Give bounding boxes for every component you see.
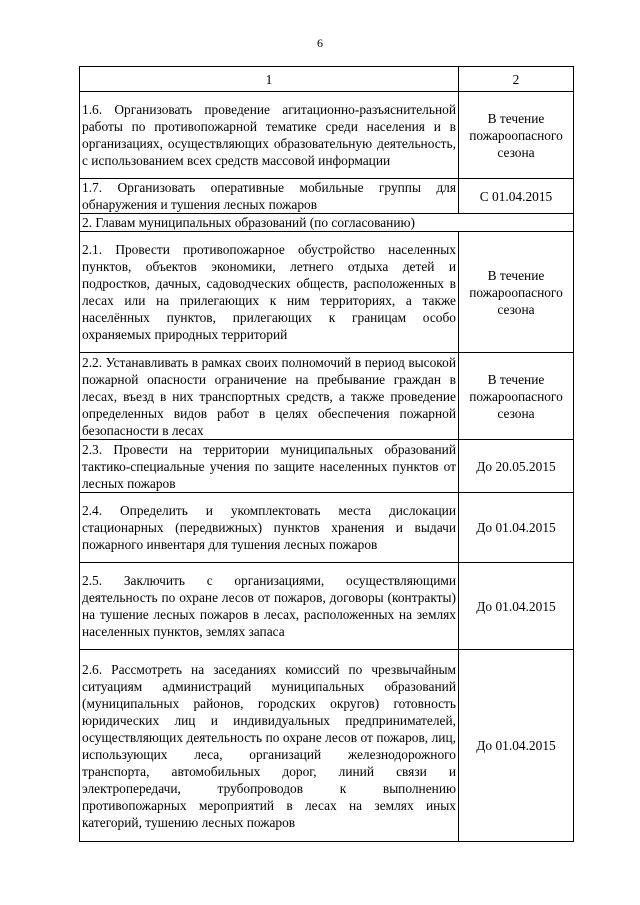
task-cell: 2.1. Провести противопожарное обустройство населенных пунктов, объектов экономики, летнего отдыха детей и подростков, дачных, садоводческих обществ, расположенных в лесах или на прилегающих к ним территориях, а также населённых пунктов, прилегающих к границам особо охраняемых природных территорий — [80, 232, 459, 353]
task-cell: 2.6. Рассмотреть на заседаниях комиссий по чрезвычайным ситуациям администраций муниципальных образований (муниципальных районов, городских округов) готовность юридических лиц и индивидуальных предпринимателей, осуществляющих деятельность по охране лесов от пожаров, лиц, использующих леса, организаций железнодорожного транспорта, автомобильных дорог, линий связи и электропередачи, трубопроводов к выполнению противопожарных мероприятий в лесах на землях иных категорий, тушению лесных пожаров — [80, 650, 459, 842]
table-row — [80, 232, 574, 353]
table-row — [80, 92, 574, 179]
term-cell: До 20.05.2015 — [459, 440, 574, 493]
term-cell: С 01.04.2015 — [459, 179, 574, 214]
section-row — [80, 214, 574, 232]
table-row — [80, 179, 574, 214]
measures-table — [79, 66, 574, 842]
column-header-1: 1 — [80, 67, 459, 92]
column-header-2: 2 — [459, 67, 574, 92]
task-cell: 1.7. Организовать оперативные мобильные группы для обнаружения и тушения лесных пожаров — [80, 179, 459, 214]
table-row — [80, 440, 574, 493]
task-cell: 2.5. Заключить с организациями, осуществляющими деятельность по охране лесов от пожаров, договоры (контракты) на тушение лесных пожаров в лесах, расположенных на землях населенных пунктов, землях запаса — [80, 563, 459, 650]
page-number: 6 — [317, 36, 323, 50]
term-cell: До 01.04.2015 — [459, 563, 574, 650]
table-row — [80, 493, 574, 563]
term-cell: До 01.04.2015 — [459, 493, 574, 563]
term-cell: В течение пожароопасного сезона — [459, 232, 574, 353]
section-heading: 2. Главам муниципальных образований (по согласованию) — [80, 214, 574, 232]
task-cell: 1.6. Организовать проведение агитационно-разъяснительной работы по противопожарной тематике среди населения и в организациях, осуществляющих образовательную деятельность, с использованием всех средств массовой информации — [80, 92, 459, 179]
task-cell: 2.4. Определить и укомплектовать места дислокации стационарных (передвижных) пунктов хранения и выдачи пожарного инвентаря для тушения лесных пожаров — [80, 493, 459, 563]
table-row — [80, 563, 574, 650]
term-cell: В течение пожароопасного сезона — [459, 353, 574, 440]
table-header-row — [80, 67, 574, 92]
table-row — [80, 353, 574, 440]
table-row — [80, 650, 574, 842]
term-cell: В течение пожароопасного сезона — [459, 92, 574, 179]
term-cell: До 01.04.2015 — [459, 650, 574, 842]
task-cell: 2.3. Провести на территории муниципальных образований тактико-специальные учения по защите населенных пунктов от лесных пожаров — [80, 440, 459, 493]
task-cell: 2.2. Устанавливать в рамках своих полномочий в период высокой пожарной опасности ограничение на пребывание граждан в лесах, въезд в них транспортных средств, а также проведение определенных видов работ в целях обеспечения пожарной безопасности в лесах — [80, 353, 459, 440]
